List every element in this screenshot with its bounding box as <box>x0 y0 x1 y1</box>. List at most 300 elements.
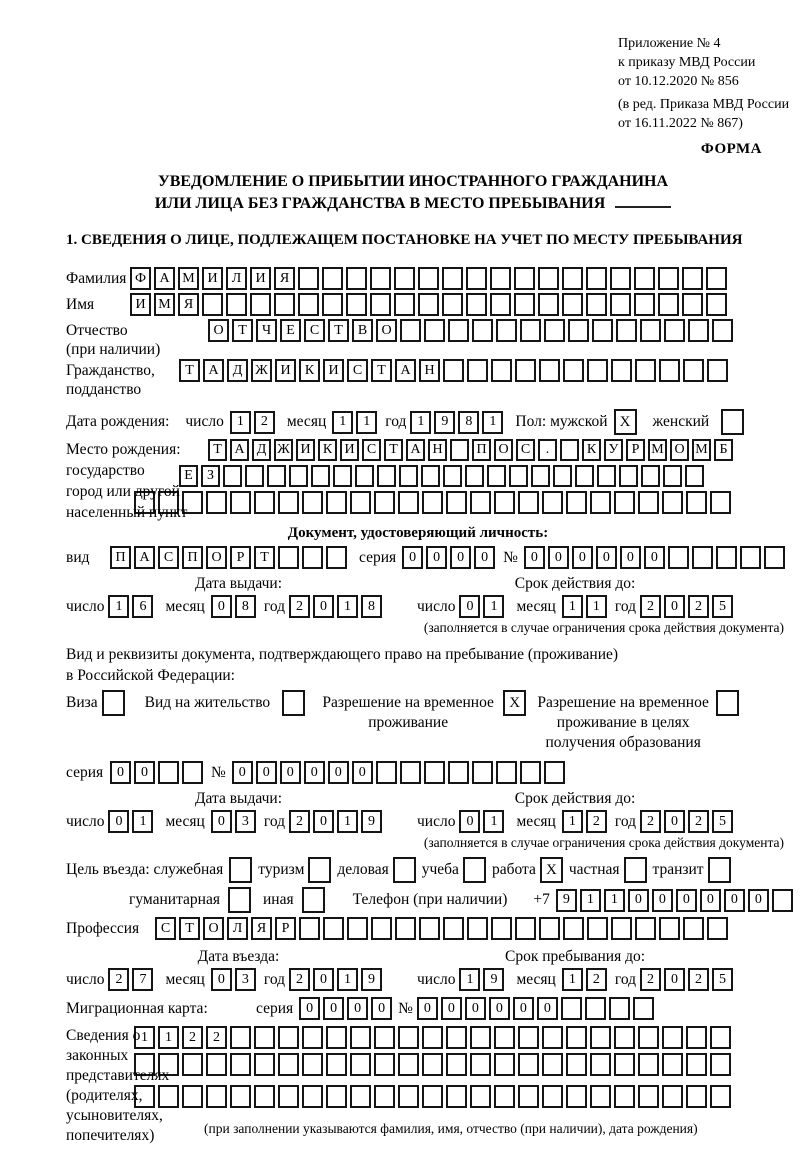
char-cell[interactable] <box>609 997 630 1020</box>
char-cell[interactable]: 5 <box>712 595 733 618</box>
stay-year-grid[interactable] <box>640 968 733 991</box>
char-cell[interactable] <box>686 1053 707 1076</box>
char-cell[interactable]: 0 <box>450 546 471 569</box>
char-cell[interactable] <box>764 546 785 569</box>
representatives-grid-row3[interactable] <box>134 1085 731 1108</box>
char-cell[interactable] <box>539 359 560 382</box>
char-cell[interactable]: 0 <box>513 997 534 1020</box>
char-cell[interactable]: Я <box>251 917 272 940</box>
char-cell[interactable]: С <box>362 439 381 461</box>
char-cell[interactable] <box>302 887 325 913</box>
char-cell[interactable] <box>446 491 467 514</box>
char-cell[interactable]: 9 <box>361 810 382 833</box>
char-cell[interactable] <box>610 267 631 290</box>
char-cell[interactable] <box>398 491 419 514</box>
char-cell[interactable] <box>278 1053 299 1076</box>
doc-issue-day-grid[interactable] <box>108 595 153 618</box>
char-cell[interactable]: 0 <box>664 595 685 618</box>
char-cell[interactable]: 0 <box>323 997 344 1020</box>
char-cell[interactable] <box>538 293 559 316</box>
char-cell[interactable]: Т <box>328 319 349 342</box>
char-cell[interactable] <box>202 293 223 316</box>
entry-month-grid[interactable] <box>211 968 256 991</box>
char-cell[interactable]: 1 <box>410 411 431 434</box>
char-cell[interactable] <box>592 319 613 342</box>
char-cell[interactable] <box>254 1053 275 1076</box>
char-cell[interactable] <box>206 1085 227 1108</box>
char-cell[interactable] <box>442 267 463 290</box>
char-cell[interactable] <box>586 293 607 316</box>
char-cell[interactable]: 1 <box>604 889 625 912</box>
char-cell[interactable] <box>424 761 445 784</box>
char-cell[interactable]: Ж <box>251 359 272 382</box>
char-cell[interactable] <box>688 319 709 342</box>
char-cell[interactable] <box>611 359 632 382</box>
char-cell[interactable] <box>616 319 637 342</box>
residence-permit-checkbox[interactable] <box>282 690 305 716</box>
char-cell[interactable] <box>470 1026 491 1049</box>
char-cell[interactable] <box>491 359 512 382</box>
char-cell[interactable]: 9 <box>361 968 382 991</box>
char-cell[interactable] <box>563 359 584 382</box>
char-cell[interactable] <box>682 267 703 290</box>
char-cell[interactable] <box>446 1053 467 1076</box>
char-cell[interactable] <box>575 465 594 487</box>
char-cell[interactable] <box>668 546 689 569</box>
char-cell[interactable] <box>706 293 727 316</box>
doc-number-grid[interactable] <box>524 546 785 569</box>
char-cell[interactable]: 5 <box>712 810 733 833</box>
char-cell[interactable] <box>590 1053 611 1076</box>
char-cell[interactable] <box>568 319 589 342</box>
temp-residence-permit-checkbox[interactable] <box>503 690 526 716</box>
char-cell[interactable] <box>542 1053 563 1076</box>
char-cell[interactable] <box>587 917 608 940</box>
char-cell[interactable] <box>229 857 252 883</box>
char-cell[interactable]: Н <box>428 439 447 461</box>
char-cell[interactable] <box>346 293 367 316</box>
char-cell[interactable] <box>634 293 655 316</box>
permit-valid-day-grid[interactable] <box>459 810 504 833</box>
char-cell[interactable]: 0 <box>628 889 649 912</box>
birth-year-grid[interactable] <box>410 411 503 434</box>
char-cell[interactable]: А <box>395 359 416 382</box>
char-cell[interactable]: 0 <box>110 761 131 784</box>
char-cell[interactable] <box>619 465 638 487</box>
char-cell[interactable] <box>322 267 343 290</box>
char-cell[interactable]: 0 <box>280 761 301 784</box>
char-cell[interactable] <box>560 439 579 461</box>
permit-issue-day-grid[interactable] <box>108 810 153 833</box>
char-cell[interactable]: О <box>203 917 224 940</box>
char-cell[interactable]: П <box>472 439 491 461</box>
char-cell[interactable] <box>298 267 319 290</box>
char-cell[interactable] <box>466 293 487 316</box>
char-cell[interactable]: 0 <box>299 997 320 1020</box>
char-cell[interactable] <box>463 857 486 883</box>
char-cell[interactable]: Т <box>179 359 200 382</box>
char-cell[interactable]: 0 <box>352 761 373 784</box>
char-cell[interactable] <box>659 359 680 382</box>
surname-grid[interactable] <box>130 267 727 290</box>
char-cell[interactable] <box>518 1053 539 1076</box>
char-cell[interactable]: 1 <box>356 411 377 434</box>
purpose-other-checkbox[interactable] <box>302 887 325 913</box>
char-cell[interactable]: М <box>154 293 175 316</box>
char-cell[interactable] <box>326 491 347 514</box>
char-cell[interactable] <box>597 465 616 487</box>
permit-series-grid[interactable] <box>110 761 203 784</box>
char-cell[interactable] <box>326 1026 347 1049</box>
char-cell[interactable]: 2 <box>688 595 709 618</box>
char-cell[interactable] <box>374 1026 395 1049</box>
char-cell[interactable] <box>638 491 659 514</box>
char-cell[interactable] <box>664 319 685 342</box>
char-cell[interactable] <box>302 546 323 569</box>
char-cell[interactable]: 2 <box>688 968 709 991</box>
visa-checkbox[interactable] <box>102 690 125 716</box>
char-cell[interactable]: 0 <box>724 889 745 912</box>
char-cell[interactable]: 0 <box>256 761 277 784</box>
char-cell[interactable]: К <box>318 439 337 461</box>
char-cell[interactable] <box>514 293 535 316</box>
char-cell[interactable] <box>422 1085 443 1108</box>
char-cell[interactable]: К <box>582 439 601 461</box>
char-cell[interactable]: . <box>538 439 557 461</box>
char-cell[interactable] <box>562 267 583 290</box>
char-cell[interactable] <box>333 465 352 487</box>
char-cell[interactable] <box>399 465 418 487</box>
char-cell[interactable] <box>230 491 251 514</box>
char-cell[interactable]: С <box>516 439 535 461</box>
char-cell[interactable] <box>710 491 731 514</box>
char-cell[interactable]: Я <box>178 293 199 316</box>
representatives-grid-row1[interactable] <box>134 1026 731 1049</box>
char-cell[interactable] <box>467 917 488 940</box>
char-cell[interactable] <box>418 267 439 290</box>
char-cell[interactable] <box>443 917 464 940</box>
char-cell[interactable]: 0 <box>572 546 593 569</box>
char-cell[interactable]: 2 <box>640 810 661 833</box>
char-cell[interactable] <box>531 465 550 487</box>
char-cell[interactable]: Т <box>179 917 200 940</box>
permit-issue-year-grid[interactable] <box>289 810 382 833</box>
char-cell[interactable] <box>566 491 587 514</box>
char-cell[interactable] <box>374 1085 395 1108</box>
char-cell[interactable]: Д <box>227 359 248 382</box>
char-cell[interactable]: X <box>614 409 637 435</box>
purpose-tourism-checkbox[interactable] <box>308 857 331 883</box>
char-cell[interactable] <box>228 887 251 913</box>
char-cell[interactable] <box>250 293 271 316</box>
char-cell[interactable] <box>490 293 511 316</box>
char-cell[interactable] <box>542 1026 563 1049</box>
char-cell[interactable] <box>686 1026 707 1049</box>
char-cell[interactable] <box>278 1085 299 1108</box>
char-cell[interactable] <box>710 1053 731 1076</box>
char-cell[interactable] <box>466 267 487 290</box>
char-cell[interactable]: 0 <box>524 546 545 569</box>
char-cell[interactable] <box>347 917 368 940</box>
birthplace-grid-row1[interactable] <box>208 439 733 461</box>
char-cell[interactable]: 2 <box>108 968 129 991</box>
char-cell[interactable] <box>230 1026 251 1049</box>
char-cell[interactable]: 1 <box>483 810 504 833</box>
char-cell[interactable] <box>422 491 443 514</box>
char-cell[interactable] <box>443 465 462 487</box>
doc-issue-year-grid[interactable] <box>289 595 382 618</box>
char-cell[interactable] <box>494 1026 515 1049</box>
char-cell[interactable]: 1 <box>580 889 601 912</box>
doc-kind-grid[interactable] <box>110 546 347 569</box>
temp-residence-permit-edu-checkbox[interactable] <box>716 690 739 716</box>
char-cell[interactable]: 2 <box>640 595 661 618</box>
char-cell[interactable] <box>448 761 469 784</box>
char-cell[interactable] <box>590 1085 611 1108</box>
char-cell[interactable]: 9 <box>434 411 455 434</box>
char-cell[interactable] <box>662 491 683 514</box>
char-cell[interactable] <box>158 761 179 784</box>
char-cell[interactable]: 3 <box>235 810 256 833</box>
char-cell[interactable] <box>376 761 397 784</box>
char-cell[interactable]: X <box>540 857 563 883</box>
char-cell[interactable] <box>663 465 682 487</box>
char-cell[interactable] <box>395 917 416 940</box>
char-cell[interactable] <box>635 359 656 382</box>
char-cell[interactable]: И <box>296 439 315 461</box>
char-cell[interactable]: М <box>692 439 711 461</box>
migcard-series-grid[interactable] <box>299 997 392 1020</box>
char-cell[interactable]: 0 <box>537 997 558 1020</box>
char-cell[interactable]: 1 <box>158 1026 179 1049</box>
char-cell[interactable]: Л <box>227 917 248 940</box>
char-cell[interactable]: Т <box>371 359 392 382</box>
char-cell[interactable]: 0 <box>313 810 334 833</box>
char-cell[interactable] <box>350 1026 371 1049</box>
char-cell[interactable]: 5 <box>712 968 733 991</box>
char-cell[interactable]: О <box>206 546 227 569</box>
char-cell[interactable] <box>223 465 242 487</box>
char-cell[interactable]: 0 <box>489 997 510 1020</box>
char-cell[interactable]: 1 <box>483 595 504 618</box>
char-cell[interactable] <box>587 359 608 382</box>
char-cell[interactable]: Т <box>384 439 403 461</box>
permit-valid-month-grid[interactable] <box>562 810 607 833</box>
char-cell[interactable] <box>520 319 541 342</box>
char-cell[interactable] <box>374 491 395 514</box>
char-cell[interactable] <box>710 1085 731 1108</box>
birthplace-grid-row3[interactable] <box>134 491 731 514</box>
char-cell[interactable] <box>542 1085 563 1108</box>
char-cell[interactable]: И <box>130 293 151 316</box>
char-cell[interactable] <box>226 293 247 316</box>
char-cell[interactable]: 8 <box>361 595 382 618</box>
char-cell[interactable]: 0 <box>644 546 665 569</box>
char-cell[interactable]: А <box>134 546 155 569</box>
char-cell[interactable]: 2 <box>289 595 310 618</box>
char-cell[interactable] <box>274 293 295 316</box>
char-cell[interactable] <box>710 1026 731 1049</box>
char-cell[interactable]: И <box>275 359 296 382</box>
char-cell[interactable] <box>467 359 488 382</box>
char-cell[interactable] <box>590 1026 611 1049</box>
char-cell[interactable] <box>553 465 572 487</box>
char-cell[interactable] <box>443 359 464 382</box>
char-cell[interactable]: 0 <box>664 810 685 833</box>
char-cell[interactable] <box>398 1053 419 1076</box>
char-cell[interactable] <box>245 465 264 487</box>
char-cell[interactable]: Ч <box>256 319 277 342</box>
char-cell[interactable] <box>494 1085 515 1108</box>
doc-series-grid[interactable] <box>402 546 495 569</box>
char-cell[interactable] <box>278 546 299 569</box>
char-cell[interactable] <box>494 1053 515 1076</box>
doc-valid-day-grid[interactable] <box>459 595 504 618</box>
char-cell[interactable]: 0 <box>211 810 232 833</box>
char-cell[interactable] <box>590 491 611 514</box>
char-cell[interactable]: 2 <box>586 810 607 833</box>
char-cell[interactable]: 2 <box>289 810 310 833</box>
char-cell[interactable] <box>496 319 517 342</box>
char-cell[interactable]: К <box>299 359 320 382</box>
char-cell[interactable]: 2 <box>640 968 661 991</box>
sex-female-checkbox[interactable] <box>721 409 744 435</box>
char-cell[interactable] <box>614 1026 635 1049</box>
doc-valid-year-grid[interactable] <box>640 595 733 618</box>
char-cell[interactable] <box>634 267 655 290</box>
char-cell[interactable] <box>346 267 367 290</box>
char-cell[interactable]: А <box>406 439 425 461</box>
char-cell[interactable]: 0 <box>304 761 325 784</box>
char-cell[interactable]: О <box>376 319 397 342</box>
char-cell[interactable] <box>635 917 656 940</box>
char-cell[interactable]: Е <box>280 319 301 342</box>
char-cell[interactable] <box>624 857 647 883</box>
char-cell[interactable] <box>302 1026 323 1049</box>
char-cell[interactable]: 0 <box>748 889 769 912</box>
char-cell[interactable] <box>490 267 511 290</box>
char-cell[interactable] <box>322 293 343 316</box>
char-cell[interactable]: 9 <box>483 968 504 991</box>
char-cell[interactable]: 9 <box>556 889 577 912</box>
char-cell[interactable]: Н <box>419 359 440 382</box>
char-cell[interactable]: 1 <box>230 411 251 434</box>
char-cell[interactable]: 1 <box>337 968 358 991</box>
char-cell[interactable]: Е <box>179 465 198 487</box>
char-cell[interactable] <box>487 465 506 487</box>
char-cell[interactable] <box>641 465 660 487</box>
char-cell[interactable]: Р <box>230 546 251 569</box>
char-cell[interactable] <box>518 1026 539 1049</box>
char-cell[interactable] <box>311 465 330 487</box>
char-cell[interactable] <box>518 1085 539 1108</box>
char-cell[interactable]: 0 <box>313 968 334 991</box>
char-cell[interactable]: 0 <box>211 968 232 991</box>
char-cell[interactable] <box>539 917 560 940</box>
char-cell[interactable] <box>394 267 415 290</box>
char-cell[interactable]: С <box>158 546 179 569</box>
char-cell[interactable]: П <box>182 546 203 569</box>
char-cell[interactable]: С <box>304 319 325 342</box>
permit-issue-month-grid[interactable] <box>211 810 256 833</box>
char-cell[interactable] <box>446 1085 467 1108</box>
char-cell[interactable]: Б <box>714 439 733 461</box>
char-cell[interactable]: С <box>347 359 368 382</box>
char-cell[interactable] <box>662 1026 683 1049</box>
char-cell[interactable] <box>658 293 679 316</box>
char-cell[interactable]: 0 <box>596 546 617 569</box>
char-cell[interactable] <box>394 293 415 316</box>
char-cell[interactable] <box>400 319 421 342</box>
profession-grid[interactable] <box>155 917 728 940</box>
char-cell[interactable]: 0 <box>652 889 673 912</box>
char-cell[interactable]: 0 <box>328 761 349 784</box>
char-cell[interactable] <box>370 267 391 290</box>
char-cell[interactable] <box>494 491 515 514</box>
char-cell[interactable]: Р <box>275 917 296 940</box>
char-cell[interactable]: Т <box>232 319 253 342</box>
char-cell[interactable]: 3 <box>235 968 256 991</box>
char-cell[interactable]: 2 <box>688 810 709 833</box>
char-cell[interactable] <box>659 917 680 940</box>
char-cell[interactable] <box>374 1053 395 1076</box>
char-cell[interactable] <box>562 293 583 316</box>
char-cell[interactable] <box>614 1053 635 1076</box>
char-cell[interactable] <box>566 1026 587 1049</box>
char-cell[interactable] <box>685 465 704 487</box>
char-cell[interactable]: 0 <box>700 889 721 912</box>
char-cell[interactable]: 1 <box>134 1026 155 1049</box>
char-cell[interactable] <box>614 491 635 514</box>
char-cell[interactable] <box>610 293 631 316</box>
char-cell[interactable]: 1 <box>332 411 353 434</box>
char-cell[interactable] <box>692 546 713 569</box>
char-cell[interactable] <box>633 997 654 1020</box>
char-cell[interactable]: 0 <box>548 546 569 569</box>
char-cell[interactable] <box>683 359 704 382</box>
char-cell[interactable] <box>398 1026 419 1049</box>
char-cell[interactable]: Л <box>226 267 247 290</box>
char-cell[interactable]: 0 <box>134 761 155 784</box>
purpose-work-checkbox[interactable] <box>540 857 563 883</box>
char-cell[interactable] <box>448 319 469 342</box>
char-cell[interactable] <box>772 889 793 912</box>
char-cell[interactable]: 1 <box>108 595 129 618</box>
char-cell[interactable] <box>418 293 439 316</box>
stay-month-grid[interactable] <box>562 968 607 991</box>
char-cell[interactable] <box>206 1053 227 1076</box>
char-cell[interactable]: З <box>201 465 220 487</box>
char-cell[interactable] <box>254 1026 275 1049</box>
birth-day-grid[interactable] <box>230 411 275 434</box>
char-cell[interactable] <box>509 465 528 487</box>
char-cell[interactable]: 0 <box>474 546 495 569</box>
char-cell[interactable] <box>682 293 703 316</box>
char-cell[interactable]: 2 <box>206 1026 227 1049</box>
char-cell[interactable]: О <box>208 319 229 342</box>
char-cell[interactable] <box>421 465 440 487</box>
char-cell[interactable]: 0 <box>676 889 697 912</box>
char-cell[interactable]: 1 <box>337 810 358 833</box>
char-cell[interactable] <box>538 267 559 290</box>
char-cell[interactable]: 1 <box>562 968 583 991</box>
char-cell[interactable]: 0 <box>459 810 480 833</box>
char-cell[interactable] <box>496 761 517 784</box>
char-cell[interactable]: 0 <box>402 546 423 569</box>
doc-valid-month-grid[interactable] <box>562 595 607 618</box>
birth-month-grid[interactable] <box>332 411 377 434</box>
char-cell[interactable]: Р <box>626 439 645 461</box>
